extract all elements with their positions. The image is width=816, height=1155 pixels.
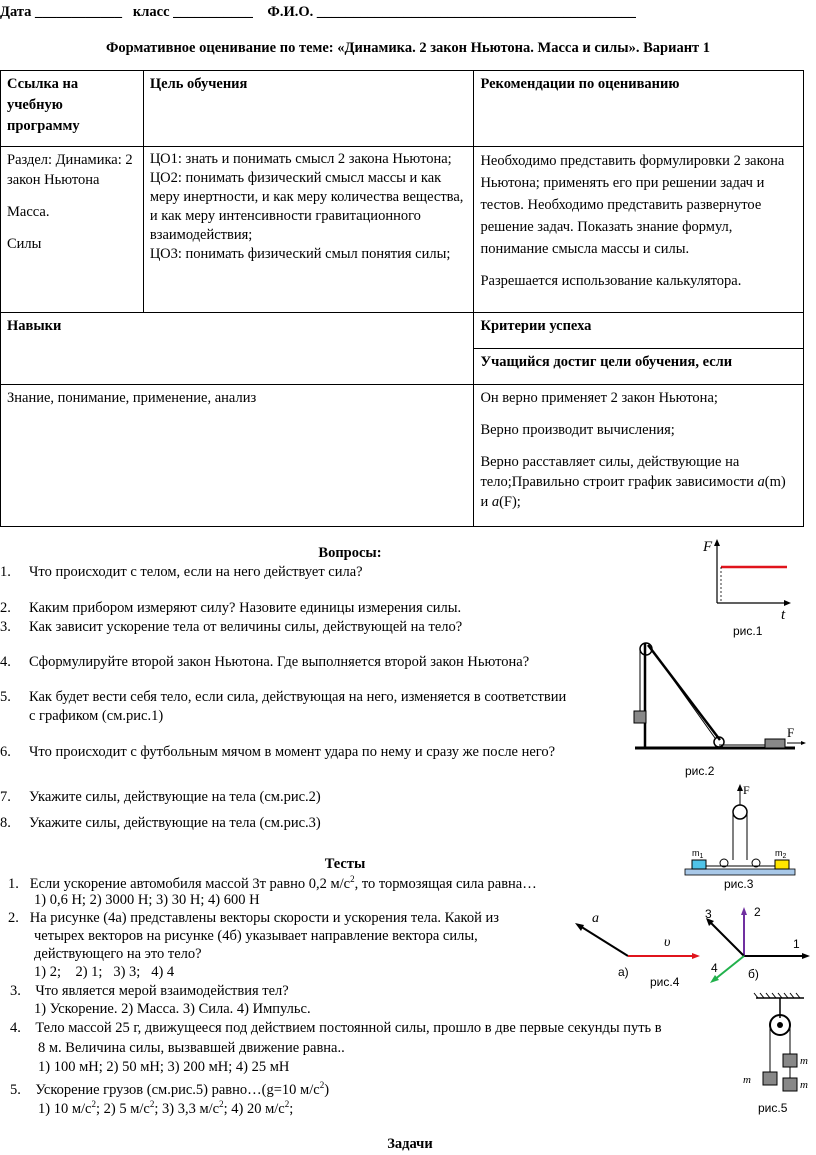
fig4b-part-label: б) [748, 967, 759, 981]
figure-2 [625, 635, 810, 780]
name-label: Ф.И.О. [267, 4, 314, 20]
recommendations-cell [474, 147, 804, 313]
fig5-pulley-axle [777, 1022, 783, 1028]
name-blank[interactable]: ____________________________________________ [316, 4, 636, 20]
goal-2: ЦО2: понимать физический смысл массы и как меру инертности, и как меру количества вещества, и как меру интенсивности гравитационного взаимодействия; [149, 170, 464, 243]
question-text: Укажите силы, действующие на тела (см.рис.3) [29, 815, 321, 831]
criterion-1: Он верно применяет 2 закон Ньютона; [480, 390, 718, 406]
fig1-x-arrow [784, 600, 791, 606]
assessment-table [0, 70, 804, 527]
fig5-caption: рис.5 [758, 1101, 788, 1115]
fig2-force-arrowhead [801, 741, 806, 745]
question-number: 6. [0, 744, 11, 760]
page-title: Формативное оценивание по теме: «Динамика. 2 закон Ньютона. Масса и силы». Вариант 1 [105, 40, 711, 56]
test-3-options: 1) Ускорение. 2) Масса. 3) Сила. 4) Импульс. [34, 1001, 311, 1017]
fig4-caption: рис.4 [650, 975, 680, 989]
reference-cell [1, 147, 144, 313]
figure-5 [738, 990, 814, 1120]
col-header-goal: Цель обучения [143, 71, 474, 147]
fig3-block-m1 [692, 860, 706, 869]
fig3-table [685, 869, 795, 875]
class-blank[interactable]: ___________ [173, 4, 253, 20]
date-blank[interactable]: ____________ [35, 4, 123, 20]
achieved-header: Учащийся достиг цели обучения, если [474, 349, 804, 385]
test-1: 1. Если ускорение автомобиля массой 3т равно 0,2 $м/с^2$, то тормозящая сила равна… [8, 874, 537, 892]
goal-cell [143, 147, 474, 313]
fig3-top-pulley [733, 805, 747, 819]
skills-value: Знание, понимание, применение, анализ [1, 385, 474, 527]
question-item [0, 744, 555, 761]
criterion-2: Верно производит вычисления; [480, 422, 675, 438]
fig5-block-right-bottom [783, 1078, 797, 1091]
fig4b-label-1: 1 [793, 937, 800, 951]
skills-header: Навыки [1, 313, 474, 385]
question-text: Что происходит с футбольным мячом в момент удара по нему и сразу же после него? [29, 744, 556, 760]
test-4: 4. Тело массой 25 г, движущееся под действием постоянной силы, прошло в две первые секунды путь в [10, 1020, 662, 1036]
reference-mass: Масса. [7, 204, 50, 220]
question-number: 8. [0, 815, 11, 831]
question-text: Что происходит с телом, если на него действует сила? [29, 564, 363, 580]
fig4b-vector-3 [710, 922, 744, 956]
test-1-options: 1) 0,6 Н; 2) 3000 Н; 3) 30 Н; 4) 600 Н [34, 892, 260, 908]
fig2-rope-diag [650, 647, 715, 738]
fig3-m1-label: $m_1$ [692, 848, 704, 860]
question-item [0, 564, 363, 581]
fig4b-vector-4 [714, 956, 744, 980]
fig1-caption: рис.1 [733, 624, 763, 638]
fig2-hanging-block [634, 711, 646, 723]
question-text: Сформулируйте второй закон Ньютона. Где выполняется второй закон Ньютона? [29, 654, 530, 670]
question-text: Каким прибором измеряют силу? Назовите единицы измерения силы. [29, 600, 462, 616]
reference-section: Раздел: Динамика: 2 закон Ньютона [7, 152, 133, 188]
fig5-m-left: m [743, 1074, 751, 1086]
fig1-F-label: F [703, 539, 713, 555]
question-text: Укажите силы, действующие на тела (см.рис.2) [29, 789, 321, 805]
question-item [0, 708, 163, 725]
test-2-options: 1) 2; 2) 1; 3) 3; 4) 4 [34, 964, 175, 980]
question-number: 2. [0, 600, 11, 616]
question-text: Как зависит ускорение тела от величины силы, действующей на тело? [29, 619, 463, 635]
col-header-reference: Ссылка на учебную программу [1, 71, 144, 147]
recommendation-1: Необходимо представить формулировки 2 закона Ньютона; применять его при решении задач и тестов. Необходимо представить развернутое решение задач. Показать знание формул, понимание смысла массы и силы. [480, 153, 785, 257]
question-number: 4. [0, 654, 11, 670]
reference-forces: Силы [7, 236, 42, 252]
fig5-block-left [763, 1072, 777, 1085]
criterion-3: Верно расставляет силы, действующие на тело;Правильно строит график зависимости a(m) и a(F); [480, 454, 786, 510]
fig2-F-label: F [787, 725, 795, 740]
fig1-t-label: t [781, 607, 786, 623]
test-2-line-2: четырех векторов на рисунке (4б) указывает направление вектора силы, [34, 928, 478, 944]
fig5-m-right-top: m [800, 1055, 808, 1067]
question-number: 7. [0, 789, 11, 805]
fig4b-label-3: 3 [705, 907, 712, 921]
fig4a-part-label: а) [618, 965, 629, 979]
test-2: 2. На рисунке (4а) представлены векторы скорости и ускорения тела. Какой из [8, 910, 499, 926]
fig3-F-label: F [743, 783, 750, 797]
fig4a-acceleration-vector [580, 926, 628, 956]
question-number: 3. [0, 619, 11, 635]
fig4b-label-4: 4 [711, 961, 718, 975]
fig3-caption: рис.3 [724, 877, 754, 891]
recommendation-2: Разрешается использование калькулятора. [480, 273, 742, 289]
fig5-m-right-bottom: m [800, 1079, 808, 1091]
fig4a-velocity-arrowhead [692, 953, 700, 959]
figure-4 [568, 898, 813, 990]
goal-1: ЦО1: знать и понимать смысл 2 закона Ньютона; [149, 151, 452, 167]
question-text: Как будет вести себя тело, если сила, действующая на него, изменяется в соответствии [29, 689, 567, 705]
question-number: 1. [0, 564, 11, 580]
fig4b-label-2: 2 [754, 905, 761, 919]
test-4-line-2: 8 м. Величина силы, вызвавшей движение равна.. [38, 1040, 345, 1056]
figure-1 [695, 535, 805, 645]
fig4a-acceleration-arrowhead [575, 923, 584, 931]
fig4a-v-label: υ [664, 935, 671, 950]
class-label: класс [132, 4, 170, 20]
criteria-header: Критерии успеха [474, 313, 804, 349]
criteria-cell [474, 385, 804, 527]
question-item [0, 689, 566, 706]
question-text: с графиком (см.рис.1) [29, 708, 164, 724]
fig3-block-m2 [775, 860, 789, 869]
fig2-caption: рис.2 [685, 764, 715, 778]
test-5-options: 1) 10 $м/с^2$; 2) 5 $м/с^2$; 3) 3,3 $м/с^2$; 4) 20 $м/с^2$; [38, 1099, 294, 1117]
tests-title: Тесты [324, 856, 366, 872]
test-5: 5. Ускорение грузов (см.рис.5) равно…(g=10 $м/с^2$) [10, 1080, 330, 1098]
header-line [0, 4, 636, 21]
question-item [0, 600, 461, 617]
fig1-y-arrow [714, 539, 720, 546]
fig4b-arrowhead-1 [802, 953, 810, 959]
fig4a-a-label: a [592, 911, 599, 926]
fig3-m2-label: $m_2$ [775, 848, 787, 860]
tasks-title: Задачи [387, 1136, 433, 1152]
question-item [0, 619, 462, 636]
test-4-options: 1) 100 мН; 2) 50 мН; 3) 200 мН; 4) 25 мН [38, 1059, 290, 1075]
test-2-line-3: действующего на это тело? [34, 946, 202, 962]
date-label: Дата [0, 4, 32, 20]
test-3: 3. Что является мерой взаимодействия тел? [10, 983, 289, 999]
question-item [0, 789, 321, 806]
fig4b-arrowhead-2 [741, 907, 747, 915]
question-item [0, 815, 321, 832]
fig5-block-right-top [783, 1054, 797, 1067]
figure-3 [680, 780, 805, 892]
col-header-recommendations: Рекомендации по оцениванию [474, 71, 804, 147]
question-item [0, 654, 529, 671]
fig2-sliding-block [765, 739, 785, 748]
question-number: 5. [0, 689, 11, 705]
questions-title: Вопросы: [318, 545, 382, 561]
goal-3: ЦО3: понимать физический смыл понятия силы; [149, 246, 451, 262]
